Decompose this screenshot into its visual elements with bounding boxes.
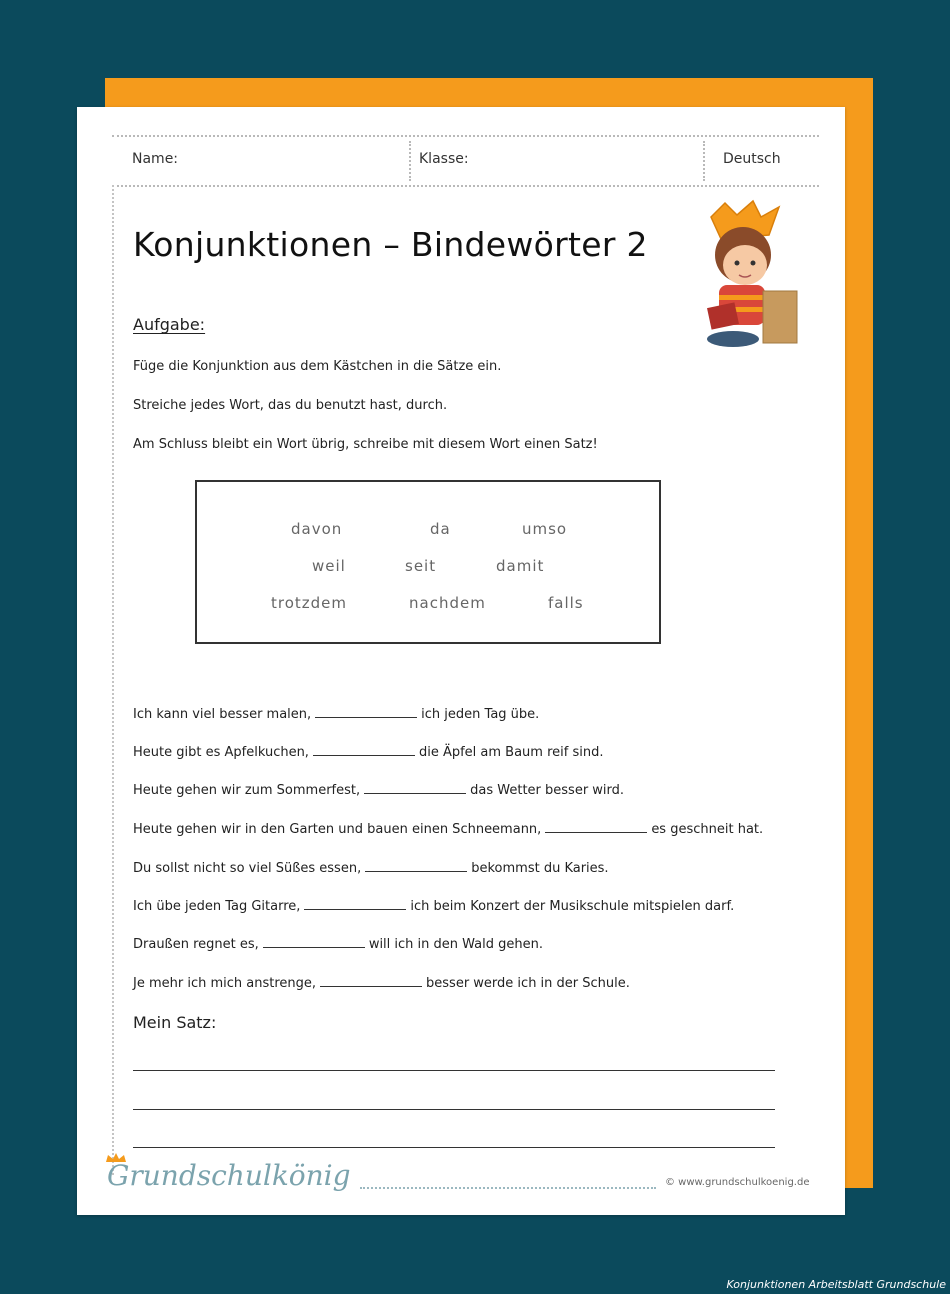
word-davon: davon — [291, 520, 343, 538]
writing-line — [133, 1070, 775, 1071]
sentence-text: die Äpfel am Baum reif sind. — [418, 745, 604, 760]
worksheet-page — [77, 107, 845, 1215]
sentence-text: bekommst du Karies. — [471, 861, 609, 876]
writing-line — [133, 1109, 775, 1110]
sentence-5 — [133, 860, 609, 876]
sentence-text: besser werde ich in der Schule. — [426, 976, 630, 991]
blank-line — [304, 898, 406, 910]
sentence-1 — [133, 706, 539, 722]
blank-line — [365, 860, 467, 872]
subject-label: Deutsch — [723, 151, 781, 167]
sentence-text: Je mehr ich mich anstrenge, — [133, 976, 317, 991]
word-nachdem: nachdem — [409, 594, 486, 612]
word-damit: damit — [496, 557, 545, 575]
sentence-6 — [133, 898, 734, 914]
sentence-text: Heute gibt es Apfelkuchen, — [133, 745, 309, 760]
word-umso: umso — [522, 520, 568, 538]
blank-line — [545, 821, 647, 833]
word-da: da — [430, 520, 451, 538]
instruction-1: Füge die Konjunktion aus dem Kästchen in die Sätze ein. — [133, 359, 502, 374]
word-weil: weil — [312, 557, 346, 575]
blank-line — [315, 706, 417, 718]
writing-line — [133, 1147, 775, 1148]
sentence-text: ich jeden Tag übe. — [421, 707, 540, 722]
blank-line — [320, 975, 422, 987]
sentence-text: Ich kann viel besser malen, — [133, 707, 312, 722]
sentence-text: will ich in den Wald gehen. — [368, 937, 543, 952]
sentence-text: Draußen regnet es, — [133, 937, 259, 952]
word-box — [195, 480, 661, 644]
word-falls: falls — [548, 594, 584, 612]
header-box — [112, 135, 819, 187]
instruction-2: Streiche jedes Wort, das du benutzt hast, durch. — [133, 398, 448, 413]
header-divider — [409, 141, 411, 181]
my-sentence-label: Mein Satz: — [133, 1013, 217, 1032]
left-dotted-border — [112, 185, 114, 1175]
sentence-3 — [133, 782, 624, 798]
sentence-text: ich beim Konzert der Musikschule mitspielen darf. — [410, 899, 735, 914]
footer-url: © www.grundschulkoenig.de — [665, 1177, 810, 1188]
instruction-3: Am Schluss bleibt ein Wort übrig, schreibe mit diesem Wort einen Satz! — [133, 437, 598, 452]
sentence-text: das Wetter besser wird. — [470, 783, 625, 798]
footer-dotted-line — [360, 1187, 656, 1189]
sentence-8 — [133, 975, 630, 991]
blank-line — [313, 744, 415, 756]
page-title: Konjunktionen – Bindewörter 2 — [133, 225, 648, 264]
sentence-4 — [133, 821, 763, 837]
name-label: Name: — [132, 151, 179, 167]
header-divider — [703, 141, 705, 181]
sentence-text: Heute gehen wir zum Sommerfest, — [133, 783, 361, 798]
task-heading: Aufgabe: — [133, 315, 206, 334]
boy-with-crown-illustration — [697, 199, 805, 349]
sentence-text: es geschneit hat. — [651, 822, 764, 837]
blank-line — [364, 782, 466, 794]
word-seit: seit — [405, 557, 437, 575]
word-trotzdem: trotzdem — [271, 594, 348, 612]
sentence-2 — [133, 744, 603, 760]
sentence-text: Ich übe jeden Tag Gitarre, — [133, 899, 301, 914]
blank-line — [263, 936, 365, 948]
sentence-7 — [133, 936, 543, 952]
brand-logo: Grundschulkönig — [107, 1159, 351, 1192]
image-caption: Konjunktionen Arbeitsblatt Grundschule — [726, 1278, 946, 1291]
sentence-text: Heute gehen wir in den Garten und bauen einen Schneemann, — [133, 822, 542, 837]
klasse-label: Klasse: — [419, 151, 469, 167]
sentence-text: Du sollst nicht so viel Süßes essen, — [133, 861, 362, 876]
